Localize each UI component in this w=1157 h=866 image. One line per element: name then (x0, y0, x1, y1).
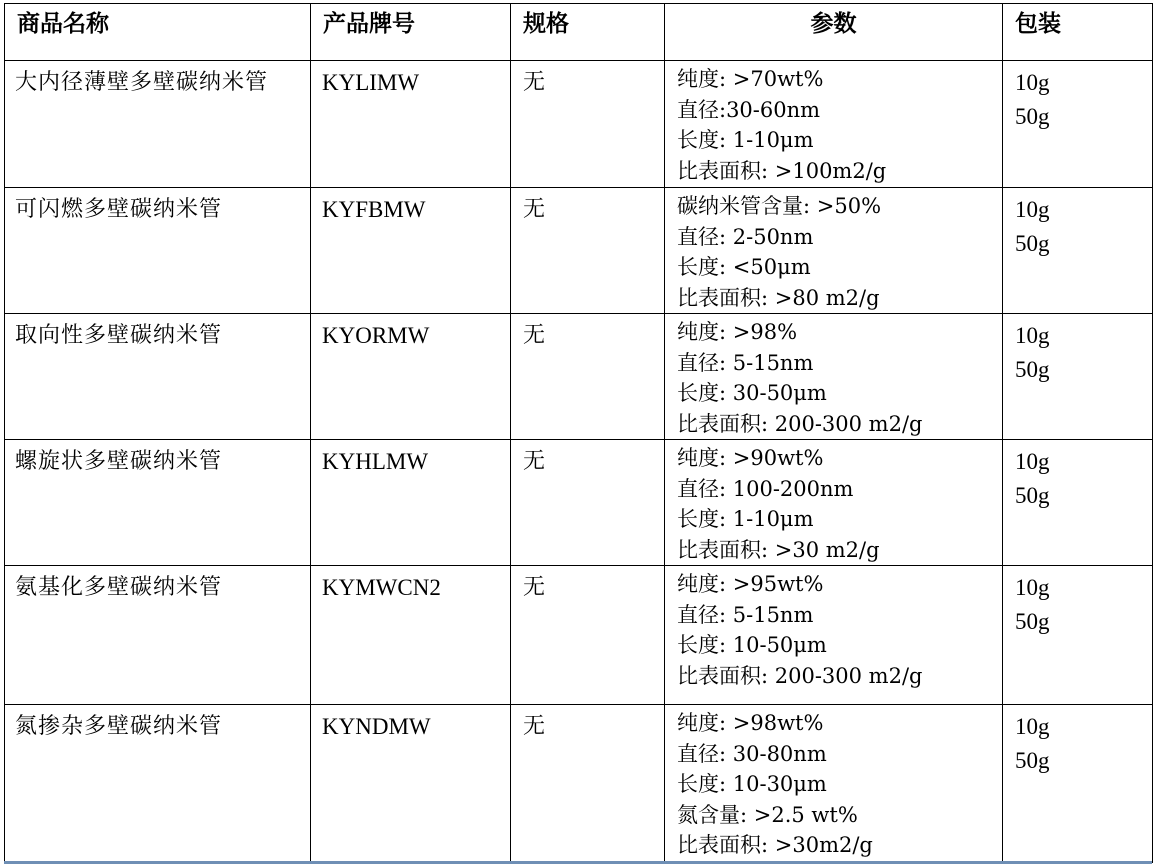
product-params-cell (665, 440, 1003, 566)
pack-size: 50g (1015, 748, 1050, 773)
param-line: 比表面积: 200-300 m2/g (677, 411, 923, 436)
param-line: 长度: 1-10μm (677, 128, 814, 152)
product-params-cell (665, 61, 1003, 188)
header-spec: 规格 (511, 4, 665, 61)
product-code-cell: KYFBMW (311, 188, 511, 314)
param-line: 比表面积: >30 m2/g (677, 537, 880, 562)
product-pack-cell (1003, 314, 1153, 440)
param-line: 直径:30-60nm (677, 97, 821, 122)
product-code-cell: KYORMW (311, 314, 511, 440)
table-row (5, 314, 1153, 440)
product-params-cell (665, 566, 1003, 705)
product-pack-cell (1003, 61, 1153, 188)
param-line: 直径: 5-15nm (677, 602, 814, 627)
product-name-cell: 氮掺杂多壁碳纳米管 (5, 705, 311, 863)
header-params: 参数 (665, 4, 1003, 61)
table-row (5, 440, 1153, 566)
pack-size: 10g (1015, 197, 1050, 222)
product-code-cell: KYLIMW (311, 61, 511, 188)
param-line: 纯度: >90wt% (677, 446, 824, 470)
param-line: 长度: <50μm (677, 255, 811, 279)
param-line: 长度: 10-50μm (677, 633, 827, 657)
product-params-cell (665, 705, 1003, 863)
param-line: 比表面积: 200-300 m2/g (677, 663, 923, 688)
param-line: 纯度: >98wt% (677, 711, 824, 735)
bottom-rule (4, 861, 1152, 864)
header-pack: 包装 (1003, 4, 1153, 61)
param-line: 长度: 1-10μm (677, 507, 814, 531)
product-pack-cell (1003, 566, 1153, 705)
product-spec-cell: 无 (511, 566, 665, 705)
param-line: 比表面积: >30m2/g (677, 833, 873, 857)
product-code-cell: KYNDMW (311, 705, 511, 863)
param-line: 直径: 2-50nm (677, 224, 814, 249)
param-line: 比表面积: >100m2/g (677, 158, 887, 183)
product-name-cell: 氨基化多壁碳纳米管 (5, 566, 311, 705)
param-line: 纯度: >95wt% (677, 572, 824, 596)
pack-size: 10g (1015, 714, 1050, 739)
param-line: 比表面积: >80 m2/g (677, 285, 880, 310)
pack-size: 50g (1015, 483, 1050, 508)
pack-size: 10g (1015, 449, 1050, 474)
product-spec-cell: 无 (511, 188, 665, 314)
table-row (5, 61, 1153, 188)
product-table (4, 3, 1153, 863)
param-line: 氮含量: >2.5 wt% (677, 802, 858, 827)
param-line: 碳纳米管含量: >50% (677, 194, 882, 218)
product-name-cell: 可闪燃多壁碳纳米管 (5, 188, 311, 314)
pack-size: 50g (1015, 609, 1050, 634)
product-params-cell (665, 314, 1003, 440)
product-spec-cell: 无 (511, 61, 665, 188)
product-code-cell: KYHLMW (311, 440, 511, 566)
product-name-cell: 螺旋状多壁碳纳米管 (5, 440, 311, 566)
pack-size: 10g (1015, 323, 1050, 348)
param-line: 纯度: >70wt% (677, 67, 824, 91)
product-code-cell: KYMWCN2 (311, 566, 511, 705)
pack-size: 10g (1015, 575, 1050, 600)
table-row (5, 566, 1153, 705)
param-line: 直径: 5-15nm (677, 350, 814, 375)
product-spec-cell: 无 (511, 705, 665, 863)
product-name-cell: 大内径薄壁多壁碳纳米管 (5, 61, 311, 188)
param-line: 纯度: >98% (677, 320, 798, 344)
header-code: 产品牌号 (311, 4, 511, 61)
param-line: 长度: 10-30μm (677, 772, 827, 796)
product-name-cell: 取向性多壁碳纳米管 (5, 314, 311, 440)
pack-size: 10g (1015, 70, 1050, 95)
param-line: 直径: 100-200nm (677, 476, 854, 501)
table-row (5, 705, 1153, 863)
param-line: 长度: 30-50μm (677, 381, 827, 405)
product-pack-cell (1003, 440, 1153, 566)
pack-size: 50g (1015, 104, 1050, 129)
product-spec-cell: 无 (511, 440, 665, 566)
product-params-cell (665, 188, 1003, 314)
product-pack-cell (1003, 705, 1153, 863)
pack-size: 50g (1015, 357, 1050, 382)
table-row (5, 188, 1153, 314)
header-name: 商品名称 (5, 4, 311, 61)
param-line: 直径: 30-80nm (677, 741, 827, 766)
product-spec-cell: 无 (511, 314, 665, 440)
header-row (5, 4, 1153, 61)
pack-size: 50g (1015, 231, 1050, 256)
product-pack-cell (1003, 188, 1153, 314)
